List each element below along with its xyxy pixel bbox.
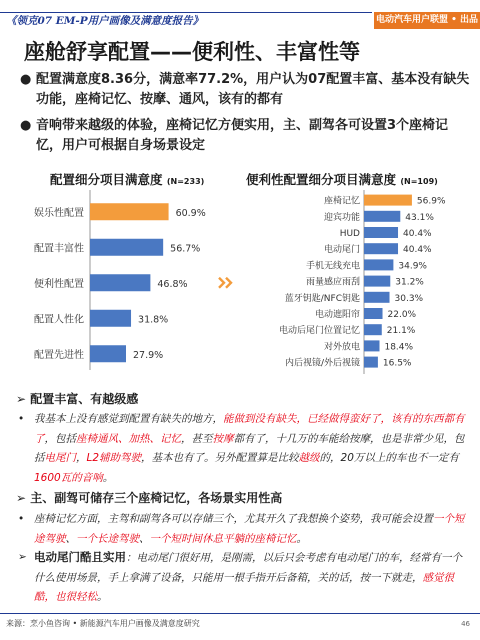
value-label: 43.1%: [405, 212, 434, 223]
bar: [364, 324, 382, 335]
quote-paragraph: [16, 548, 466, 608]
chart-1-title: [50, 170, 204, 188]
value-label: 18.4%: [384, 342, 414, 353]
value-label: 21.1%: [386, 326, 416, 337]
value-label: 31.2%: [395, 277, 424, 288]
footer-source: 来源：烹小鱼咨询 • 新能源汽车用户画像及满意度研究: [6, 619, 200, 628]
category-label: 蓝牙钥匙/NFC钥匙: [284, 293, 360, 304]
report-title: 《领克07 EM-P用户画像及满意度报告》: [6, 15, 204, 27]
bullet-dot-icon: ●: [20, 72, 32, 87]
bar: [364, 227, 398, 238]
arrow-bullet-icon: ➢: [16, 491, 31, 505]
bar: [364, 211, 400, 222]
quote-text: 座椅记忆方面，主驾和副驾各可以存储三个，尤其开久了我想换个姿势，我可能会设置: [34, 513, 433, 525]
quote-text: 。: [296, 532, 307, 545]
quote-paragraph: [16, 510, 466, 549]
bar: [364, 292, 390, 303]
value-label: 46.8%: [157, 278, 188, 290]
chevron-right-icon: [226, 278, 231, 288]
quote-text: 都有了，十几万的车能给按摩，也是非常少见，包括: [34, 432, 465, 464]
bullet-text: 配置满意度8.36分，满意率77.2%，用户认为07配置丰富、基本没有缺失功能，座椅记忆、按摩、通风，该有的都有: [36, 72, 470, 107]
bar: [364, 340, 379, 351]
section-heading-text: 主、副驾可储存三个座椅记忆，各场景实用性高: [30, 491, 283, 505]
category-label: 电动尾门: [323, 245, 360, 256]
bar: [90, 203, 169, 220]
value-label: 16.5%: [382, 358, 412, 369]
category-label: 内后视镜/外后视镜: [284, 358, 360, 369]
section-heading: [16, 390, 138, 407]
quote-text: 电动尾门酷且实用: [34, 550, 126, 564]
quote-text: 、: [65, 532, 76, 545]
chart-convenience-satisfaction: [236, 190, 480, 376]
value-label: 30.3%: [394, 293, 424, 304]
highlighted-phrase: 越级: [298, 452, 320, 464]
quote-text: ，基本也有了。另外配置算是比较: [141, 452, 299, 464]
bullet-audio-seat: [20, 116, 470, 156]
highlighted-phrase: 感觉很酷，也很轻松: [34, 571, 454, 603]
category-label: 对外放电: [323, 342, 360, 353]
category-label: 电动后尾门位置记忆: [278, 326, 360, 337]
category-label: 迎宾功能: [323, 212, 360, 223]
dot-bullet-icon: •: [18, 413, 25, 425]
section-heading-text: 配置丰富、有越级感: [30, 392, 139, 406]
arrow-bullet-icon: ➢: [18, 551, 27, 563]
category-label: 配置先进性: [34, 349, 84, 361]
highlighted-phrase: 一个短途驾驶: [34, 513, 465, 545]
bar: [90, 310, 131, 327]
quote-text: 。: [102, 471, 114, 484]
value-label: 60.9%: [175, 207, 206, 219]
value-label: 40.4%: [403, 245, 432, 256]
highlighted-phrase: 按摩: [212, 432, 234, 445]
quote-text: ，: [76, 452, 87, 464]
bar: [90, 345, 126, 362]
category-label: 雨量感应雨刮: [305, 277, 360, 288]
value-label: 31.8%: [138, 314, 169, 326]
bar: [90, 239, 163, 256]
quote-text: 我基本上没有感觉到配置有缺失的地方，: [34, 413, 223, 425]
category-label: HUD: [339, 229, 360, 239]
category-label: 配置丰富性: [34, 243, 84, 255]
bar: [364, 276, 390, 287]
bullet-dot-icon: ●: [20, 118, 32, 133]
footer-rule: [0, 613, 480, 614]
bar: [364, 357, 378, 368]
quote-text: 。: [97, 591, 108, 603]
chart-1-title-text: 配置细分项目满意度: [50, 172, 163, 187]
value-label: 56.9%: [416, 196, 446, 207]
highlighted-phrase: 电尾门: [44, 452, 76, 464]
category-label: 手机无线充电: [305, 261, 360, 272]
category-label: 座椅记忆: [323, 196, 360, 207]
highlighted-phrase: 一个长途驾驶: [76, 532, 139, 545]
value-label: 27.9%: [133, 349, 164, 361]
category-label: 便利性配置: [34, 278, 84, 290]
chart-1-sample-size: (N=233): [166, 177, 205, 186]
quote-paragraph: [16, 410, 466, 488]
bullet-satisfaction: [20, 70, 470, 110]
bullet-text: 音响带来越级的体验，座椅记忆方便实用，主、副驾各可设置3个座椅记忆，用户可根据自身场景设定: [36, 118, 449, 153]
value-label: 34.9%: [398, 261, 427, 272]
chevron-right-icon: [219, 278, 224, 288]
quote-text: ，包括: [44, 432, 76, 445]
chart-2-title: [246, 170, 438, 188]
quote-text: 的，20万以上的车也不一定有: [319, 452, 459, 464]
chart-2-title-text: 便利性配置细分项目满意度: [246, 172, 397, 187]
category-label: 娱乐性配置: [34, 207, 84, 219]
section-heading: [16, 489, 282, 506]
page-title: 座舱舒享配置——便利性、丰富性等: [24, 40, 360, 64]
bar: [364, 308, 383, 319]
chart-config-satisfaction: [0, 190, 240, 370]
highlighted-phrase: L2辅助驾驶: [86, 452, 142, 464]
arrow-bullet-icon: ➢: [16, 392, 31, 406]
category-label: 配置人性化: [34, 314, 84, 326]
bar: [364, 195, 412, 206]
highlighted-phrase: 能做到没有缺失，已经做得蛮好了，该有的东西都有了: [34, 413, 465, 445]
bar: [364, 243, 398, 254]
highlighted-phrase: 1600瓦的音响: [34, 471, 103, 484]
quote-text: ，甚至: [181, 432, 213, 445]
chart-2-sample-size: (N=109): [400, 177, 438, 186]
highlighted-phrase: 一个短时间休息平躺的座椅记忆: [149, 532, 297, 545]
category-label: 电动遮阳帘: [314, 310, 360, 320]
bar: [364, 259, 393, 270]
page-number: 46: [461, 620, 470, 628]
bar: [90, 274, 150, 291]
publisher-badge: 电动汽车用户联盟 • 出品: [374, 12, 480, 29]
value-label: 22.0%: [387, 310, 417, 320]
value-label: 40.4%: [403, 229, 432, 239]
quote-text: ：电动尾门很好用，是刚需，以后只会考虑有电动尾门的车，经常有一个什么使用场景，手上拿满了设备，只能用一根手指开后备箱，关的话，按一下就走，: [34, 552, 462, 584]
quote-text: 、: [139, 532, 150, 545]
dot-bullet-icon: •: [18, 513, 25, 525]
highlighted-phrase: 座椅通风、加热、记忆: [76, 432, 181, 445]
value-label: 56.7%: [170, 243, 201, 255]
